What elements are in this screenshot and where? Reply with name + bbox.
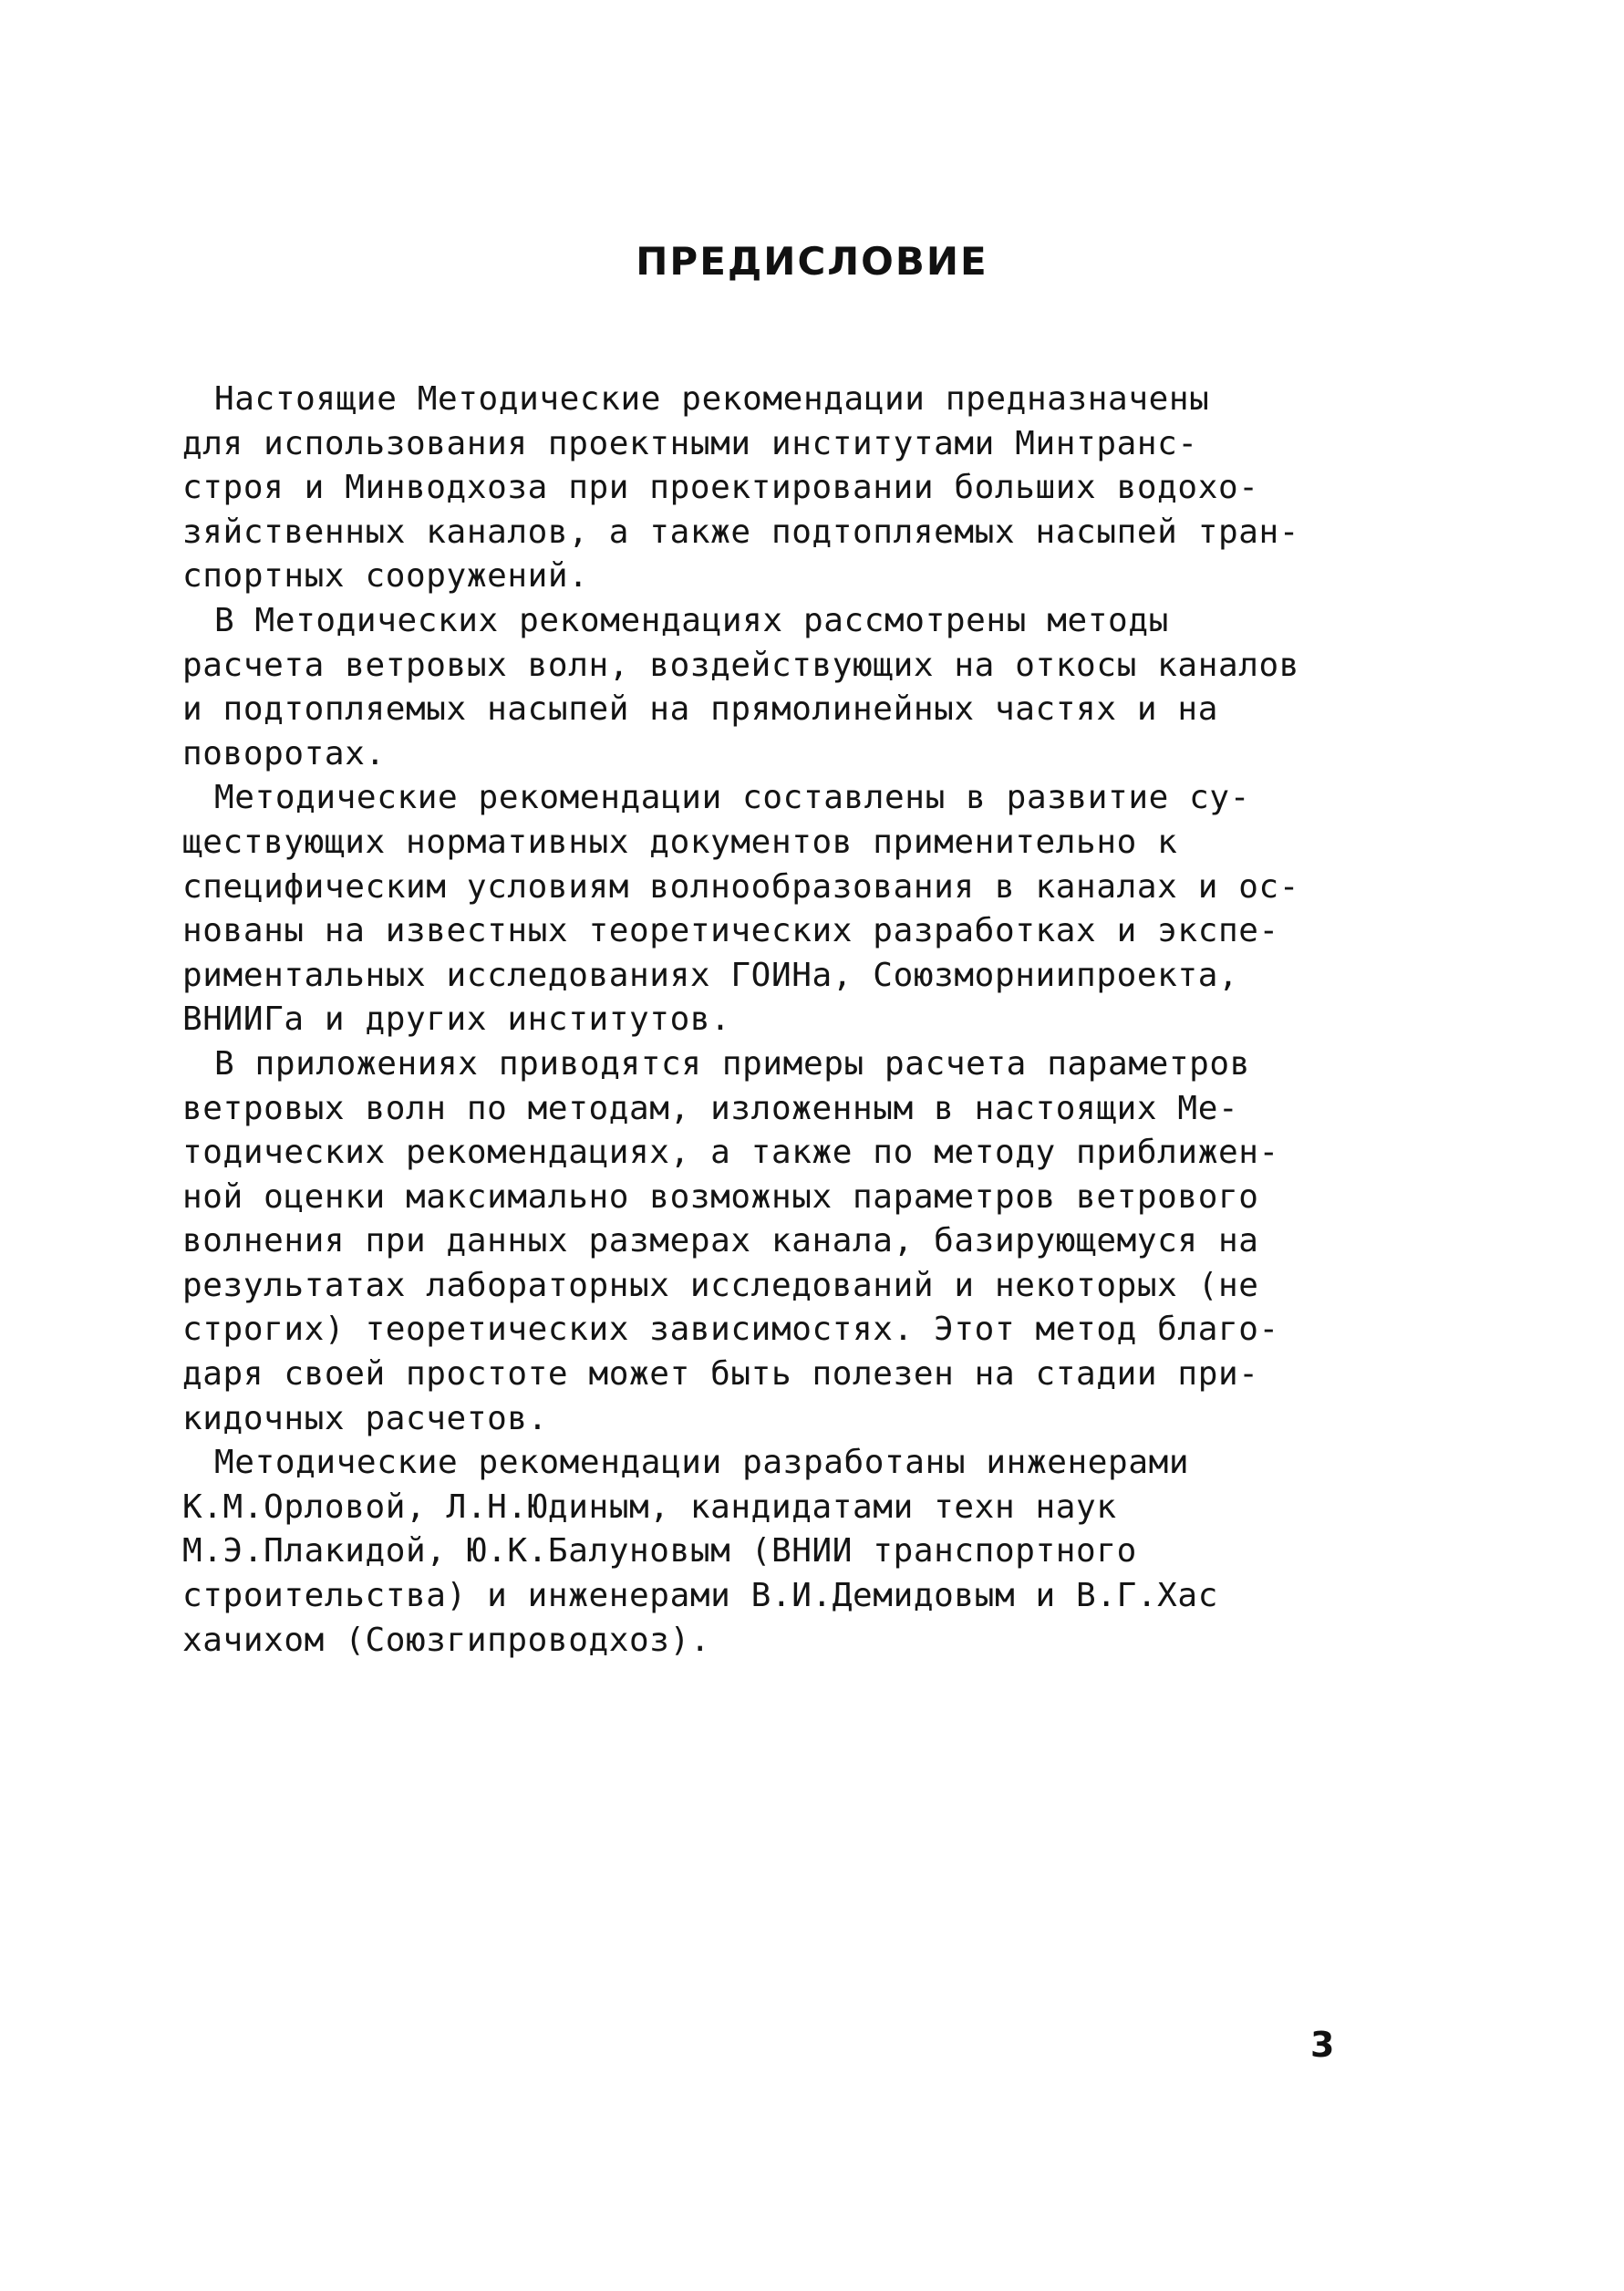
text-line: тодических рекомендациях, а также по методу приближен- bbox=[182, 1134, 1279, 1172]
text-line: Настоящие Методические рекомендации предназначены bbox=[214, 380, 1210, 418]
text-line: М.Э.Плакидой, Ю.К.Балуновым (ВНИИ транспортного bbox=[182, 1532, 1137, 1571]
text-line: ной оценки максимально возможных параметров ветрового bbox=[182, 1177, 1259, 1216]
text-line: кидочных расчетов. bbox=[182, 1399, 548, 1437]
text-line: для использования проектными институтами Минтранс- bbox=[182, 424, 1198, 462]
text-line: В Методических рекомендациях рассмотрены методы bbox=[214, 601, 1169, 639]
text-line: ществующих нормативных документов применительно к bbox=[182, 823, 1178, 861]
text-line: поворотах. bbox=[182, 734, 386, 772]
text-line: К.М.Орловой, Л.Н.Юдиным, кандидатами техн наук bbox=[182, 1488, 1117, 1526]
text-line: ВНИИГа и других институтов. bbox=[182, 1000, 731, 1039]
text-line: Методические рекомендации разработаны инженерами bbox=[214, 1444, 1190, 1482]
text-line: строя и Минводхоза при проектировании больших водохо- bbox=[182, 469, 1259, 507]
text-line: Методические рекомендации составлены в развитие су- bbox=[214, 779, 1250, 817]
page-title: ПРЕДИСЛОВИЕ bbox=[636, 239, 988, 284]
text-line: волнения при данных размерах канала, базирующемуся на bbox=[182, 1222, 1259, 1260]
text-line: риментальных исследованиях ГОИНа, Союзморниипроекта, bbox=[182, 956, 1239, 994]
text-line: строгих) теоретических зависимостях. Этот метод благо- bbox=[182, 1311, 1279, 1349]
text-line: строительства) и инженерами В.И.Демидовым и В.Г.Хас bbox=[182, 1577, 1218, 1615]
text-line: нованы на известных теоретических разработках и экспе- bbox=[182, 912, 1279, 950]
text-line: спортных сооружений. bbox=[182, 557, 589, 596]
text-line: расчета ветровых волн, воздействующих на откосы каналов bbox=[182, 646, 1300, 684]
text-line: и подтопляемых насыпей на прямолинейных частях и на bbox=[182, 690, 1218, 729]
text-line: зяйственных каналов, а также подтопляемых насыпей тран- bbox=[182, 513, 1300, 551]
text-line: ветровых волн по методам, изложенным в настоящих Ме- bbox=[182, 1089, 1239, 1127]
text-line: В приложениях приводятся примеры расчета параметров bbox=[214, 1044, 1250, 1083]
text-line: результатах лабораторных исследований и некоторых (не bbox=[182, 1266, 1259, 1304]
text-line: даря своей простоте может быть полезен на стадии при- bbox=[182, 1355, 1259, 1394]
page-number: 3 bbox=[1310, 2025, 1335, 2065]
text-line: хачихом (Союзгипроводхоз). bbox=[182, 1621, 711, 1659]
preface-body bbox=[182, 378, 1404, 1663]
text-line: специфическим условиям волнообразования в каналах и ос- bbox=[182, 867, 1300, 906]
